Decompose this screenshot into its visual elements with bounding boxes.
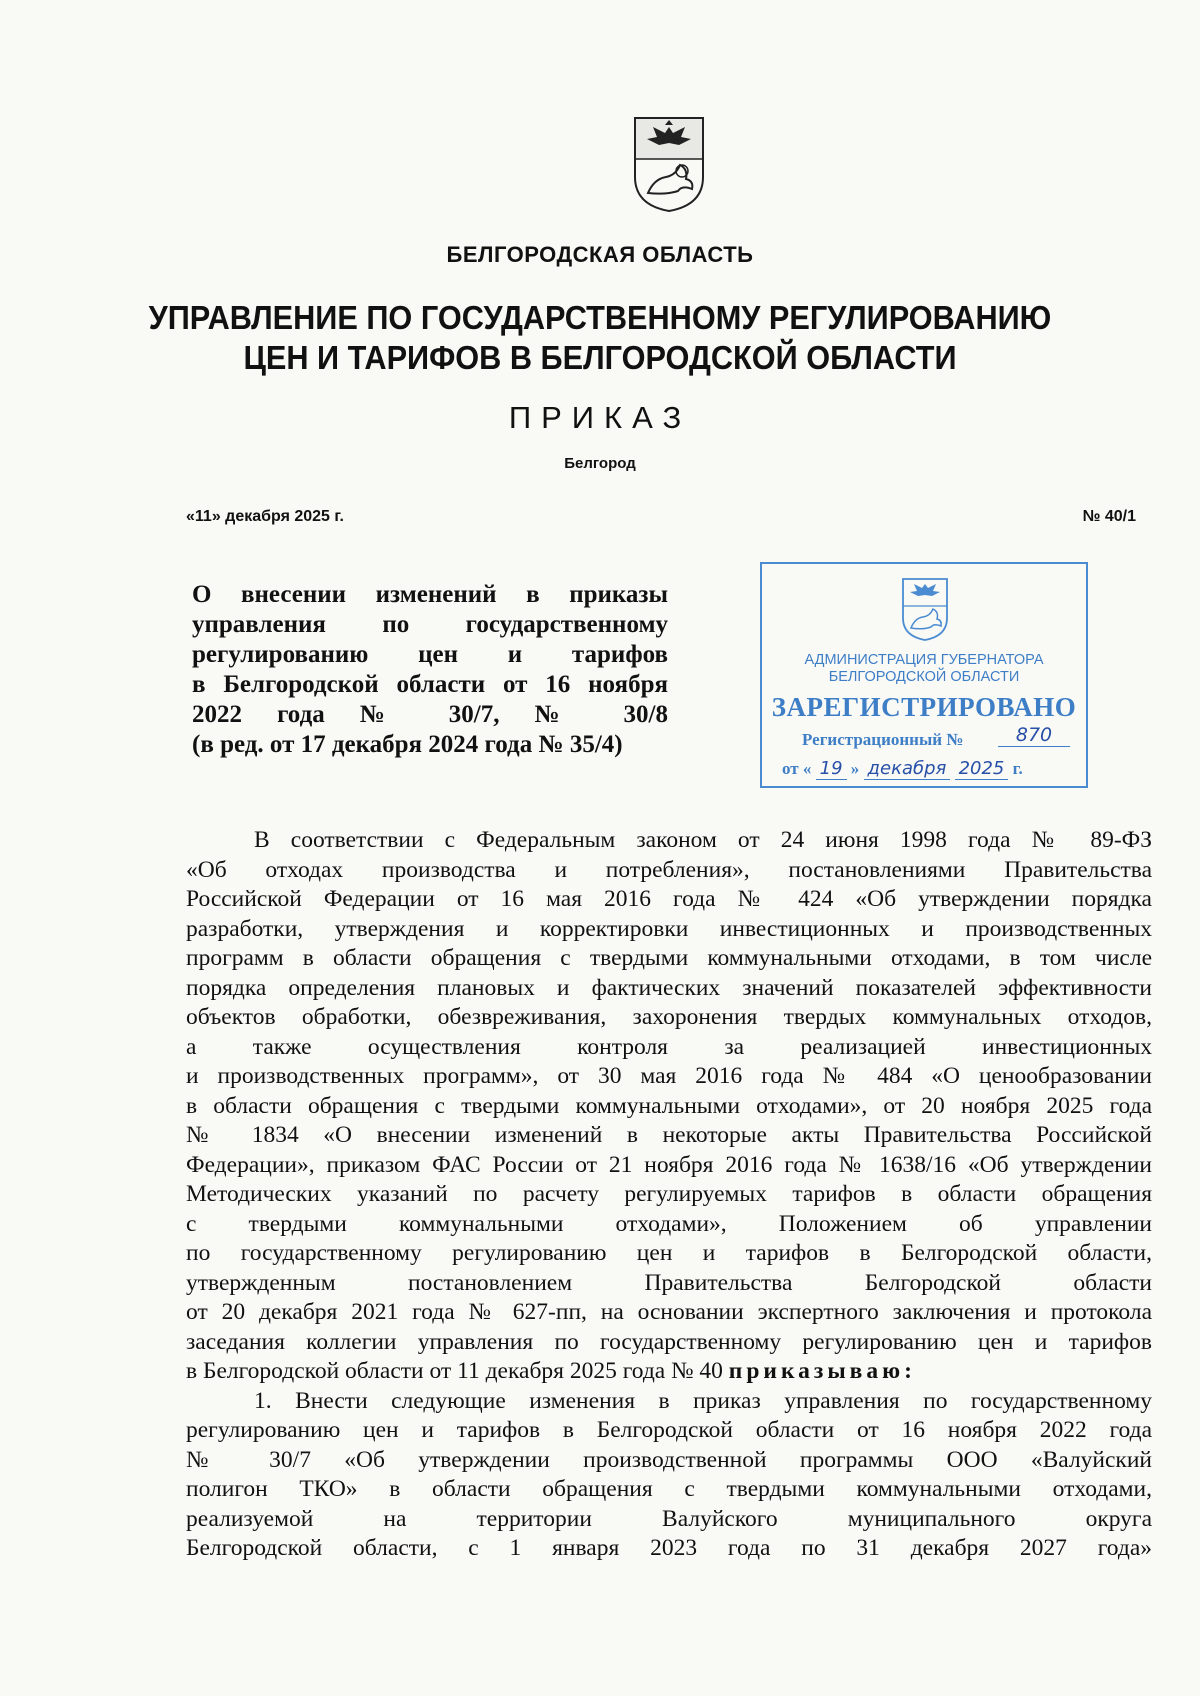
- body-line: а также осуществления контроля за реализацией инвестиционных: [186, 1033, 1152, 1060]
- stamp-date-prefix: от «: [782, 759, 812, 778]
- order-action-word: приказываю:: [728, 1358, 916, 1384]
- stamp-org-line-2: БЕЛГОРОДСКОЙ ОБЛАСТИ: [828, 669, 1020, 685]
- stamp-month-handwritten: декабря: [864, 758, 951, 780]
- order-subject: [192, 580, 668, 760]
- body-line: регулированию цен и тарифов в Белгородской области от 16 ноября 2022 года: [186, 1417, 1152, 1443]
- registration-stamp: [760, 562, 1088, 788]
- body-line: В соответствии с Федеральным законом от 24 июня 1998 года № 89-ФЗ: [254, 827, 1152, 853]
- order-number: № 40/1: [1082, 508, 1136, 525]
- stamp-date-suffix: г.: [1012, 759, 1023, 778]
- body-line: и производственных программ», от 30 мая 2016 года № 484 «О ценообразовании: [186, 1063, 1152, 1089]
- body-line: заседания коллегии управления по государственному регулированию цен и тарифов: [186, 1328, 1152, 1355]
- body-line: разработки, утверждения и корректировки инвестиционных и производственных: [186, 915, 1152, 942]
- subject-line: О внесении изменений в приказы: [192, 581, 668, 608]
- body-line: полигон ТКО» в области обращения с твердыми коммунальными отходами,: [186, 1476, 1152, 1502]
- body-line: Белгородской области, с 1 января 2023 года по 31 декабря 2027 года»: [186, 1535, 1152, 1561]
- body-line: Российской Федерации от 16 мая 2016 года № 424 «Об утверждении порядка: [186, 886, 1152, 912]
- body-line: объектов обработки, обезвреживания, захоронения твердых коммунальных отходов,: [186, 1004, 1152, 1030]
- subject-line: в Белгородской области от 16 ноября: [192, 671, 668, 698]
- body-line: 1. Внести следующие изменения в приказ управления по государственному: [254, 1387, 1152, 1414]
- body-line: «Об отходах производства и потребления», постановлениями Правительства: [186, 856, 1152, 883]
- agency-title-line-1: УПРАВЛЕНИЕ ПО ГОСУДАРСТВЕННОМУ РЕГУЛИРОВАНИЮ: [148, 299, 1052, 336]
- order-body: [186, 826, 1152, 1564]
- body-line: реализуемой на территории Валуйского муниципального округа: [186, 1505, 1152, 1532]
- stamp-reg-number-handwritten: 870: [998, 724, 1070, 747]
- body-line: от 20 декабря 2021 года № 627-пп, на основании экспертного заключения и протокола: [186, 1299, 1152, 1325]
- stamp-emblem-icon: [900, 576, 950, 642]
- body-line: Методических указаний по расчету регулируемых тарифов в области обращения: [186, 1181, 1152, 1207]
- document-type: ПРИКАЗ: [508, 400, 692, 435]
- agency-title: [42, 298, 1158, 378]
- agency-title-line-2: ЦЕН И ТАРИФОВ В БЕЛГОРОДСКОЙ ОБЛАСТИ: [243, 339, 957, 376]
- body-line-text: в Белгородской области от 11 декабря 2025 года № 40: [186, 1358, 723, 1384]
- city-name: Белгород: [564, 455, 636, 472]
- region-title: БЕЛГОРОДСКАЯ ОБЛАСТЬ: [446, 242, 754, 267]
- stamp-org-line-1: АДМИНИСТРАЦИЯ ГУБЕРНАТОРА: [804, 652, 1044, 668]
- stamp-organization: [762, 652, 1086, 686]
- stamp-day-handwritten: 19: [816, 758, 847, 780]
- body-line: с твердыми коммунальными отходами», Положением об управлении: [186, 1210, 1152, 1237]
- body-line: Федерации», приказом ФАС России от 21 ноября 2016 года № 1638/16 «Об утверждении: [186, 1151, 1152, 1178]
- coat-of-arms-emblem: [632, 115, 706, 213]
- body-line: программ в области обращения с твердыми коммунальными отходами, в том числе: [186, 945, 1152, 971]
- body-line: № 1834 «О внесении изменений в некоторые акты Правительства Российской: [186, 1122, 1152, 1148]
- stamp-date-mid: »: [850, 759, 860, 778]
- subject-line: 2022 года № 30/7, № 30/8: [192, 701, 668, 728]
- stamp-year-handwritten: 2025: [955, 758, 1009, 780]
- body-line: утвержденным постановлением Правительства Белгородской области: [186, 1269, 1152, 1296]
- body-line: в области обращения с твердыми коммунальными отходами», от 20 ноября 2025 года: [186, 1092, 1152, 1119]
- subject-line: (в ред. от 17 декабря 2024 года № 35/4): [192, 731, 623, 758]
- body-line-final: [186, 1357, 1152, 1387]
- body-line: № 30/7 «Об утверждении производственной программы ООО «Валуйский: [186, 1446, 1152, 1473]
- body-line: по государственному регулированию цен и тарифов в Белгородской области,: [186, 1240, 1152, 1266]
- body-line: порядка определения плановых и фактических значений показателей эффективности: [186, 974, 1152, 1001]
- subject-line: управления по государственному: [192, 611, 668, 638]
- subject-line: регулированию цен и тарифов: [192, 641, 668, 668]
- stamp-registered-label: ЗАРЕГИСТРИРОВАНО: [771, 692, 1077, 722]
- stamp-reg-number-label: Регистрационный №: [802, 730, 964, 749]
- stamp-date-line: [782, 758, 1023, 779]
- order-date: «11» декабря 2025 г.: [186, 508, 344, 525]
